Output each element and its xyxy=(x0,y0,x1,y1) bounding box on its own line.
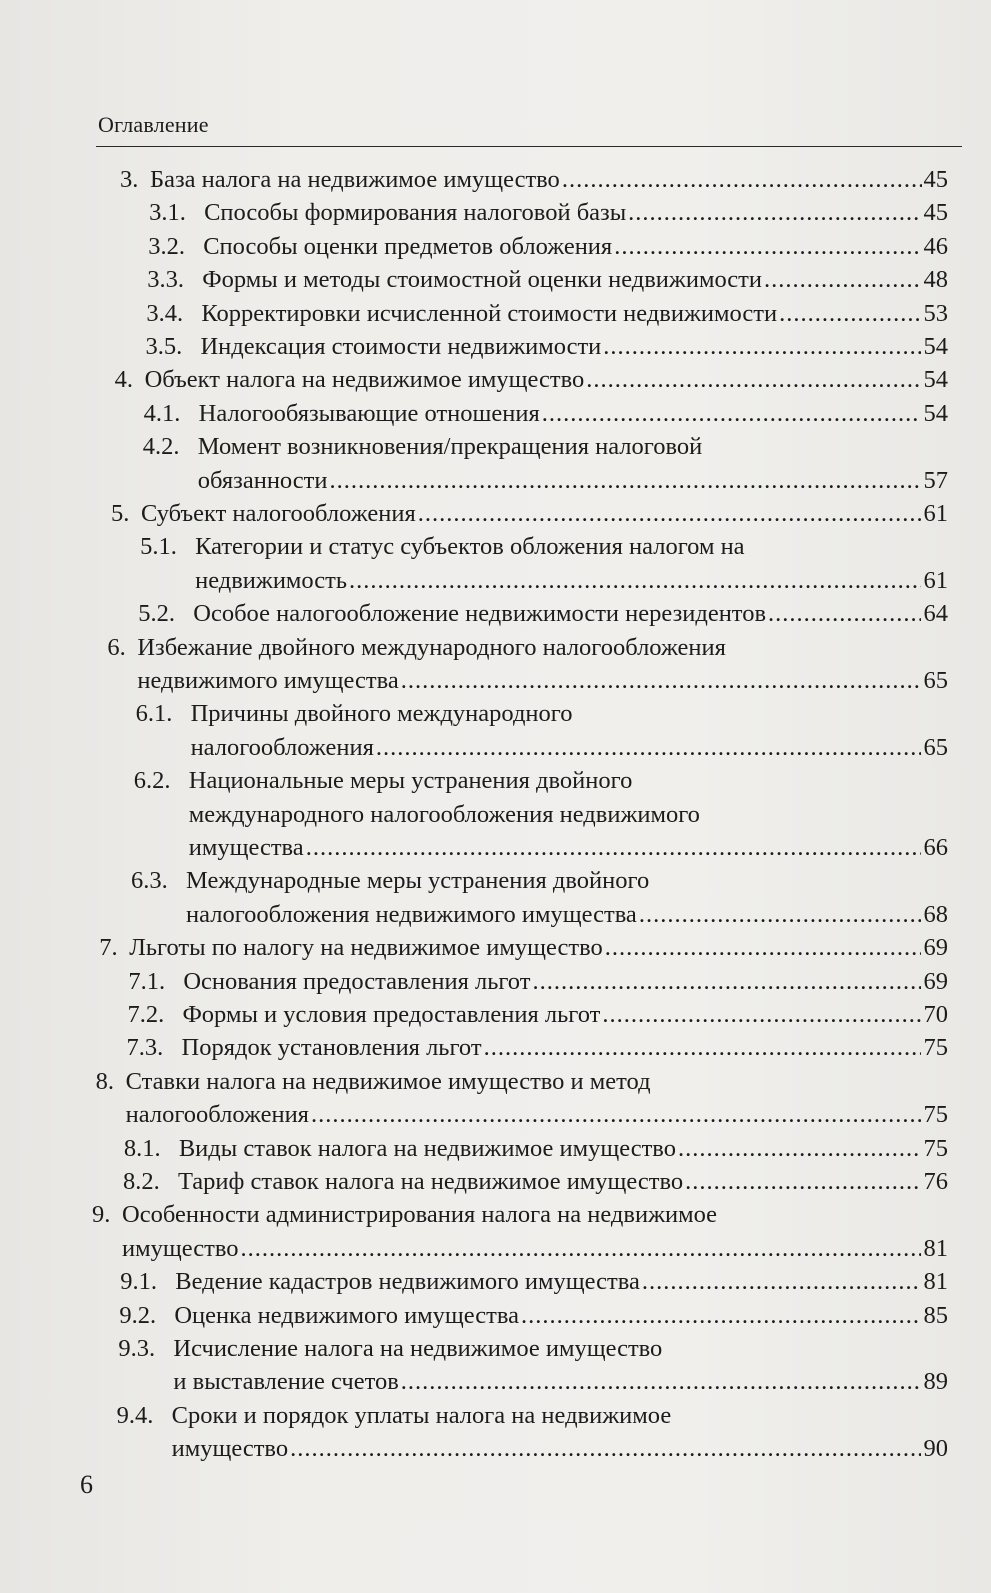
toc-entry-title: Формы и условия предоставления льгот xyxy=(182,1001,601,1028)
toc-entry-page: 65 xyxy=(923,667,948,694)
toc-entry-page: 81 xyxy=(923,1268,948,1296)
toc-entry xyxy=(140,564,948,598)
toc-entry-line xyxy=(134,764,948,798)
toc-entry-title: и выставление счетов xyxy=(173,1368,399,1396)
toc-entry xyxy=(96,1098,948,1132)
dot-leader xyxy=(521,1299,922,1333)
dot-leader xyxy=(401,664,922,698)
toc-entry-number: 9.2. xyxy=(119,1301,157,1329)
toc-entry-title: Способы оценки предметов обложения xyxy=(203,232,613,260)
toc-entry-number: 4.1. xyxy=(143,399,181,427)
toc-entry xyxy=(131,898,948,932)
toc-entry-number: 3.3. xyxy=(147,266,185,294)
toc-entry-page: 46 xyxy=(923,232,948,260)
toc-entry-number: 5.1. xyxy=(140,533,177,561)
toc-entry-line xyxy=(107,631,948,665)
toc-entry-number: 7.3. xyxy=(126,1034,164,1062)
toc-entry-title: имущество xyxy=(171,1435,289,1463)
toc-entry-title: Причины двойного международного xyxy=(190,700,573,728)
toc-entry-title: Виды ставок налога на недвижимое имущество xyxy=(178,1134,676,1162)
toc-entry xyxy=(144,397,948,431)
toc-entry-title: Налогообязывающие отношения xyxy=(198,399,540,427)
running-head: Оглавление xyxy=(98,112,209,137)
toc-entry-number: 9.3. xyxy=(118,1335,156,1362)
toc-entry-number: 9.4. xyxy=(116,1401,154,1429)
toc-entry-page: 75 xyxy=(923,1101,948,1129)
toc-entry-line xyxy=(140,530,948,564)
toc-entry xyxy=(147,263,948,297)
dot-leader xyxy=(639,898,922,932)
toc-entry-title: Ведение кадастров недвижимого имущества xyxy=(175,1268,640,1296)
dot-leader xyxy=(768,597,921,631)
toc-entry-title: Объект налога на недвижимое имущество xyxy=(144,366,585,394)
dot-leader xyxy=(642,1265,922,1299)
toc-entry-page: 70 xyxy=(923,1001,948,1028)
toc-entry xyxy=(136,731,948,765)
toc-entry-page: 75 xyxy=(923,1134,948,1162)
dot-leader xyxy=(586,363,921,397)
toc-entry-number: 3. xyxy=(120,166,139,193)
toc-entry-page: 66 xyxy=(923,834,948,861)
toc-entry-title: имущество xyxy=(122,1234,239,1262)
toc-entry xyxy=(99,931,948,965)
toc-entry xyxy=(128,965,948,999)
toc-entry-number: 3.2. xyxy=(148,232,185,260)
toc-entry-number: 9. xyxy=(92,1201,111,1229)
toc-entry-title: Льготы по налогу на недвижимое имущество xyxy=(129,934,603,962)
toc-entry xyxy=(143,464,948,498)
toc-entry xyxy=(127,1031,948,1065)
toc-entry-title: Особенности администрирования налога на недвижимое xyxy=(122,1201,718,1229)
dot-leader xyxy=(779,297,921,331)
toc-entry xyxy=(148,230,948,264)
toc-entry-page: 85 xyxy=(923,1301,948,1329)
dot-leader xyxy=(605,931,922,965)
toc-entry xyxy=(149,196,948,230)
toc-entry-line xyxy=(92,1198,948,1232)
toc-entry-title: Индексация стоимости недвижимости xyxy=(200,333,602,360)
toc-entry xyxy=(117,1432,948,1466)
toc-entry-title: Формы и методы стоимостной оценки недвижимости xyxy=(202,266,763,294)
toc-entry-number: 6.1. xyxy=(135,700,173,728)
toc-entry-title: Особое налогообложение недвижимости нерезидентов xyxy=(193,600,767,628)
toc-entry-title: обязанности xyxy=(197,466,328,494)
toc-entry-number: 5. xyxy=(110,500,130,527)
toc-entry-page: 64 xyxy=(923,600,948,628)
dot-leader xyxy=(602,998,921,1032)
toc-entry-number: 4. xyxy=(114,366,133,394)
dot-leader xyxy=(306,831,922,865)
toc-entry-title: Исчисление налога на недвижимое имущество xyxy=(173,1335,663,1362)
dot-leader xyxy=(329,464,921,498)
toc-entry xyxy=(120,1265,948,1299)
toc-entry-number: 7. xyxy=(99,934,118,962)
toc-entry-page: 54 xyxy=(923,366,948,394)
toc-entry-number: 7.2. xyxy=(127,1001,165,1028)
toc-entry-title: Момент возникновения/прекращения налоговой xyxy=(197,433,703,461)
toc-entry-number: 3.5. xyxy=(145,333,183,360)
toc-entry-title: Сроки и порядок уплаты налога на недвижимое xyxy=(171,1401,672,1429)
toc-entry-page: 53 xyxy=(923,299,948,327)
toc-entry-number: 8.2. xyxy=(122,1168,160,1195)
dot-leader xyxy=(678,1132,922,1166)
toc-entry-number: 7.1. xyxy=(128,967,166,995)
toc-entry-number: 3.1. xyxy=(149,199,186,227)
dot-leader xyxy=(542,397,922,431)
toc-entry-page: 75 xyxy=(923,1034,948,1062)
toc-entry xyxy=(123,1165,948,1199)
toc-entry-line xyxy=(143,430,948,464)
toc-entry-title: Корректировки исчисленной стоимости недвижимости xyxy=(201,299,778,327)
dot-leader xyxy=(532,965,921,999)
dot-leader xyxy=(418,497,922,531)
toc-entry-title: налогообложения xyxy=(125,1101,309,1129)
toc-entry-line xyxy=(136,697,948,731)
toc-entry-page: 69 xyxy=(923,934,948,962)
toc-entry-title: Тариф ставок налога на недвижимое имущество xyxy=(177,1168,684,1195)
toc-entry-number: 4.2. xyxy=(142,433,180,461)
toc-entry-page: 68 xyxy=(923,900,948,928)
toc-entry-title: Порядок установления льгот xyxy=(181,1034,482,1062)
toc-entry-title: налогообложения недвижимого имущества xyxy=(186,900,637,928)
toc-entry-title: Субъект налогообложения xyxy=(140,500,416,527)
toc-entry-line xyxy=(96,1065,948,1099)
toc-entry-page: 65 xyxy=(923,733,948,761)
toc-entry-number: 5.2. xyxy=(138,600,176,628)
toc-entry-title: недвижимость xyxy=(195,566,348,594)
toc-entry-page: 81 xyxy=(923,1234,948,1262)
toc-entry-title: Международные меры устранения двойного xyxy=(186,867,650,895)
toc-entry-number: 6.2. xyxy=(133,767,171,795)
toc-entry-page: 45 xyxy=(923,199,948,227)
dot-leader xyxy=(401,1365,922,1399)
dot-leader xyxy=(311,1098,922,1132)
dot-leader xyxy=(603,330,921,364)
toc-entry-title: недвижимого имущества xyxy=(137,667,399,694)
toc-entry-title: Основания предоставления льгот xyxy=(183,967,531,995)
dot-leader xyxy=(562,163,922,197)
toc-entry-page: 61 xyxy=(923,566,948,594)
toc-entry xyxy=(119,1299,948,1333)
toc-entry-page: 89 xyxy=(923,1368,948,1396)
toc-entry-title: Национальные меры устранения двойного xyxy=(188,767,633,795)
dot-leader xyxy=(685,1165,921,1199)
dot-leader xyxy=(290,1432,921,1466)
toc-entry-number: 8. xyxy=(95,1067,115,1095)
toc-entry-page: 45 xyxy=(923,166,948,193)
toc-entry-page: 69 xyxy=(923,967,948,995)
toc-entry xyxy=(120,163,948,197)
page-number: 6 xyxy=(80,1470,93,1499)
dot-leader xyxy=(764,263,921,297)
toc-entry-page: 54 xyxy=(923,399,948,427)
toc-entry xyxy=(118,1365,948,1399)
toc-entry-line xyxy=(118,1332,948,1366)
toc-entry xyxy=(127,998,948,1032)
dot-leader xyxy=(349,564,921,598)
dot-leader xyxy=(240,1232,921,1266)
toc-entry-page: 57 xyxy=(923,466,948,494)
dot-leader xyxy=(376,731,922,765)
toc-entry xyxy=(146,297,948,331)
toc-entry-line xyxy=(117,1399,948,1433)
toc-entry-title: Ставки налога на недвижимое имущество и метод xyxy=(125,1067,651,1095)
toc-entry-number: 6. xyxy=(107,633,126,661)
dot-leader xyxy=(484,1031,922,1065)
toc-entry-title: Способы формирования налоговой базы xyxy=(204,199,627,227)
toc-entry-number: 6.3. xyxy=(131,867,168,895)
toc-entry xyxy=(92,1232,948,1266)
toc-entry-page: 48 xyxy=(923,266,948,294)
toc-entry-line xyxy=(131,864,948,898)
toc-entry-number: 9.1. xyxy=(120,1268,157,1296)
toc-entry xyxy=(124,1132,948,1166)
toc-entry xyxy=(138,597,948,631)
toc-entry-page: 90 xyxy=(923,1435,948,1463)
dot-leader xyxy=(628,196,921,230)
toc-entry-title: Избежание двойного международного налогообложения xyxy=(137,633,726,661)
toc-entry-number: 3.4. xyxy=(146,299,184,327)
toc-entry-page: 61 xyxy=(923,500,948,527)
toc-entry xyxy=(107,664,948,698)
toc-entry-title: База налога на недвижимое имущество xyxy=(150,166,560,193)
toc-entry xyxy=(145,330,948,364)
toc-entry-number: 8.1. xyxy=(123,1134,161,1162)
toc-entry xyxy=(115,363,948,397)
toc-entry-title: международного налогообложения недвижимого xyxy=(188,800,700,828)
toc-entry xyxy=(134,831,948,865)
toc-entry-title: Оценка недвижимого имущества xyxy=(174,1301,519,1329)
toc-entry xyxy=(111,497,948,531)
toc-entry-title: Категории и статус субъектов обложения налогом на xyxy=(195,533,745,561)
toc-entry-line xyxy=(134,798,948,832)
toc-entry-title: налогообложения xyxy=(190,733,374,761)
toc-entry-title: имущества xyxy=(188,834,304,861)
toc-entry-page: 54 xyxy=(923,333,948,360)
toc-entry-page: 76 xyxy=(923,1168,948,1195)
dot-leader xyxy=(614,230,921,264)
